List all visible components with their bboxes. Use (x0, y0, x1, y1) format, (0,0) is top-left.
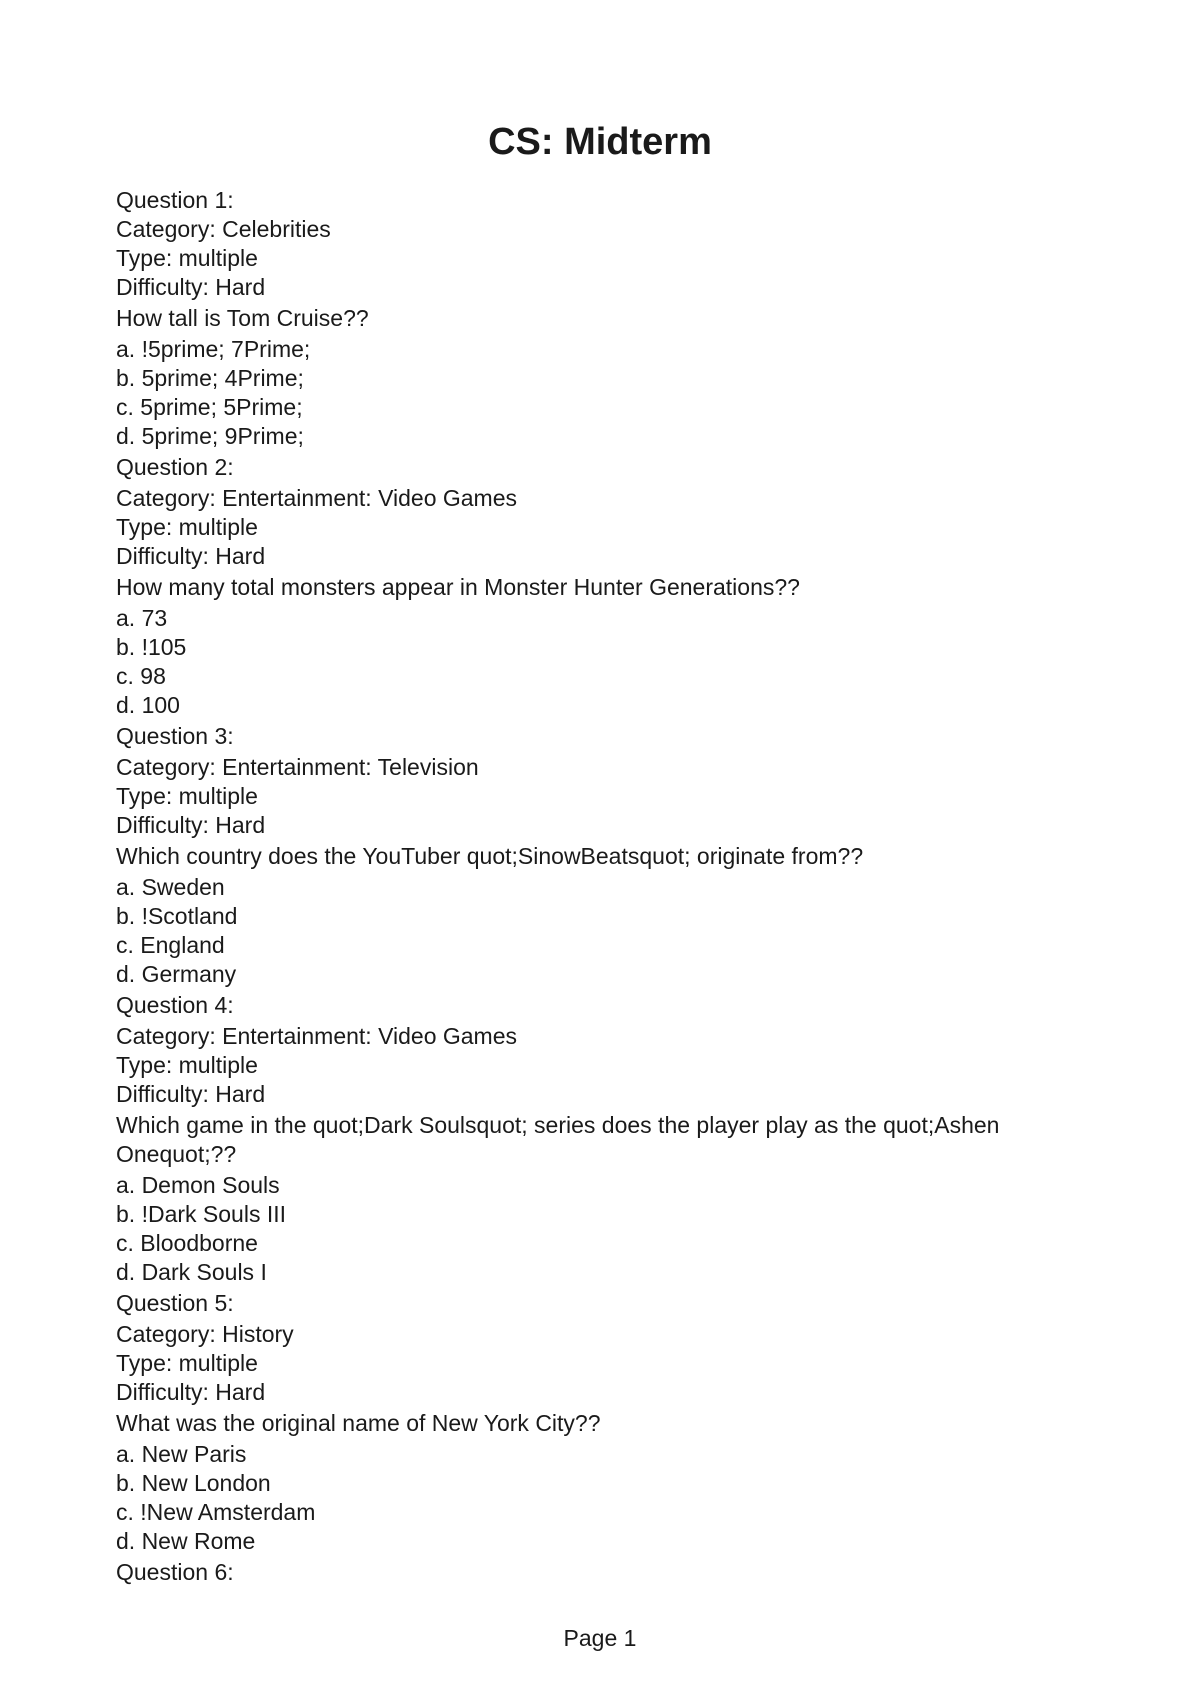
answer-option-c: c. !New Amsterdam (116, 1499, 316, 1525)
question-category: Category: Entertainment: Television (116, 754, 479, 780)
question-category: Category: Entertainment: Video Games (116, 485, 518, 511)
question-type: Type: multiple (116, 783, 258, 809)
answer-option-d: d. 5prime; 9Prime; (116, 423, 304, 449)
answer-option-d: d. Dark Souls I (116, 1259, 267, 1285)
answer-option-b: b. !Dark Souls III (116, 1201, 287, 1227)
question-prompt: How tall is Tom Cruise?? (116, 305, 369, 331)
question-type: Type: multiple (116, 514, 258, 540)
question-1 (116, 186, 1076, 451)
question-2 (116, 451, 1076, 720)
answer-option-d: d. 100 (116, 692, 180, 718)
question-difficulty: Difficulty: Hard (116, 1081, 266, 1107)
answer-option-c: c. 5prime; 5Prime; (116, 394, 303, 420)
answer-option-b: b. New London (116, 1470, 271, 1496)
question-prompt: How many total monsters appear in Monster Hunter Generations?? (116, 574, 800, 600)
question-header: Question 3: (116, 723, 234, 749)
question-type: Type: multiple (116, 1052, 258, 1078)
question-difficulty: Difficulty: Hard (116, 812, 266, 838)
question-prompt: Which country does the YouTuber quot;SinowBeatsquot; originate from?? (116, 843, 864, 869)
answer-option-a: a. New Paris (116, 1441, 247, 1467)
question-difficulty: Difficulty: Hard (116, 543, 266, 569)
question-type: Type: multiple (116, 245, 258, 271)
answer-option-b: b. !105 (116, 634, 187, 660)
question-prompt: Which game in the quot;Dark Soulsquot; series does the player play as the quot;Ashen Onequot;?? (116, 1112, 1006, 1167)
answer-option-b: b. 5prime; 4Prime; (116, 365, 304, 391)
question-header: Question 6: (116, 1559, 234, 1585)
question-header: Question 1: (116, 187, 234, 213)
question-category: Category: Celebrities (116, 216, 331, 242)
question-category: Category: History (116, 1321, 294, 1347)
question-difficulty: Difficulty: Hard (116, 274, 266, 300)
answer-option-c: c. England (116, 932, 225, 958)
question-type: Type: multiple (116, 1350, 258, 1376)
answer-option-c: c. 98 (116, 663, 166, 689)
answer-option-b: b. !Scotland (116, 903, 238, 929)
answer-option-c: c. Bloodborne (116, 1230, 258, 1256)
question-6 (116, 1556, 1076, 1589)
answer-option-d: d. New Rome (116, 1528, 256, 1554)
answer-option-a: a. Sweden (116, 874, 225, 900)
answer-option-a: a. !5prime; 7Prime; (116, 336, 311, 362)
answer-option-a: a. 73 (116, 605, 168, 631)
question-category: Category: Entertainment: Video Games (116, 1023, 518, 1049)
page-number: Page 1 (563, 1625, 637, 1651)
question-header: Question 2: (116, 454, 234, 480)
answer-option-a: a. Demon Souls (116, 1172, 280, 1198)
question-difficulty: Difficulty: Hard (116, 1379, 266, 1405)
question-5 (116, 1287, 1076, 1556)
question-4 (116, 989, 1076, 1287)
question-header: Question 4: (116, 992, 234, 1018)
question-list (116, 186, 1076, 1589)
document-title: CS: Midterm (488, 121, 712, 163)
question-header: Question 5: (116, 1290, 234, 1316)
answer-option-d: d. Germany (116, 961, 237, 987)
question-prompt: What was the original name of New York City?? (116, 1410, 601, 1436)
question-3 (116, 720, 1076, 989)
